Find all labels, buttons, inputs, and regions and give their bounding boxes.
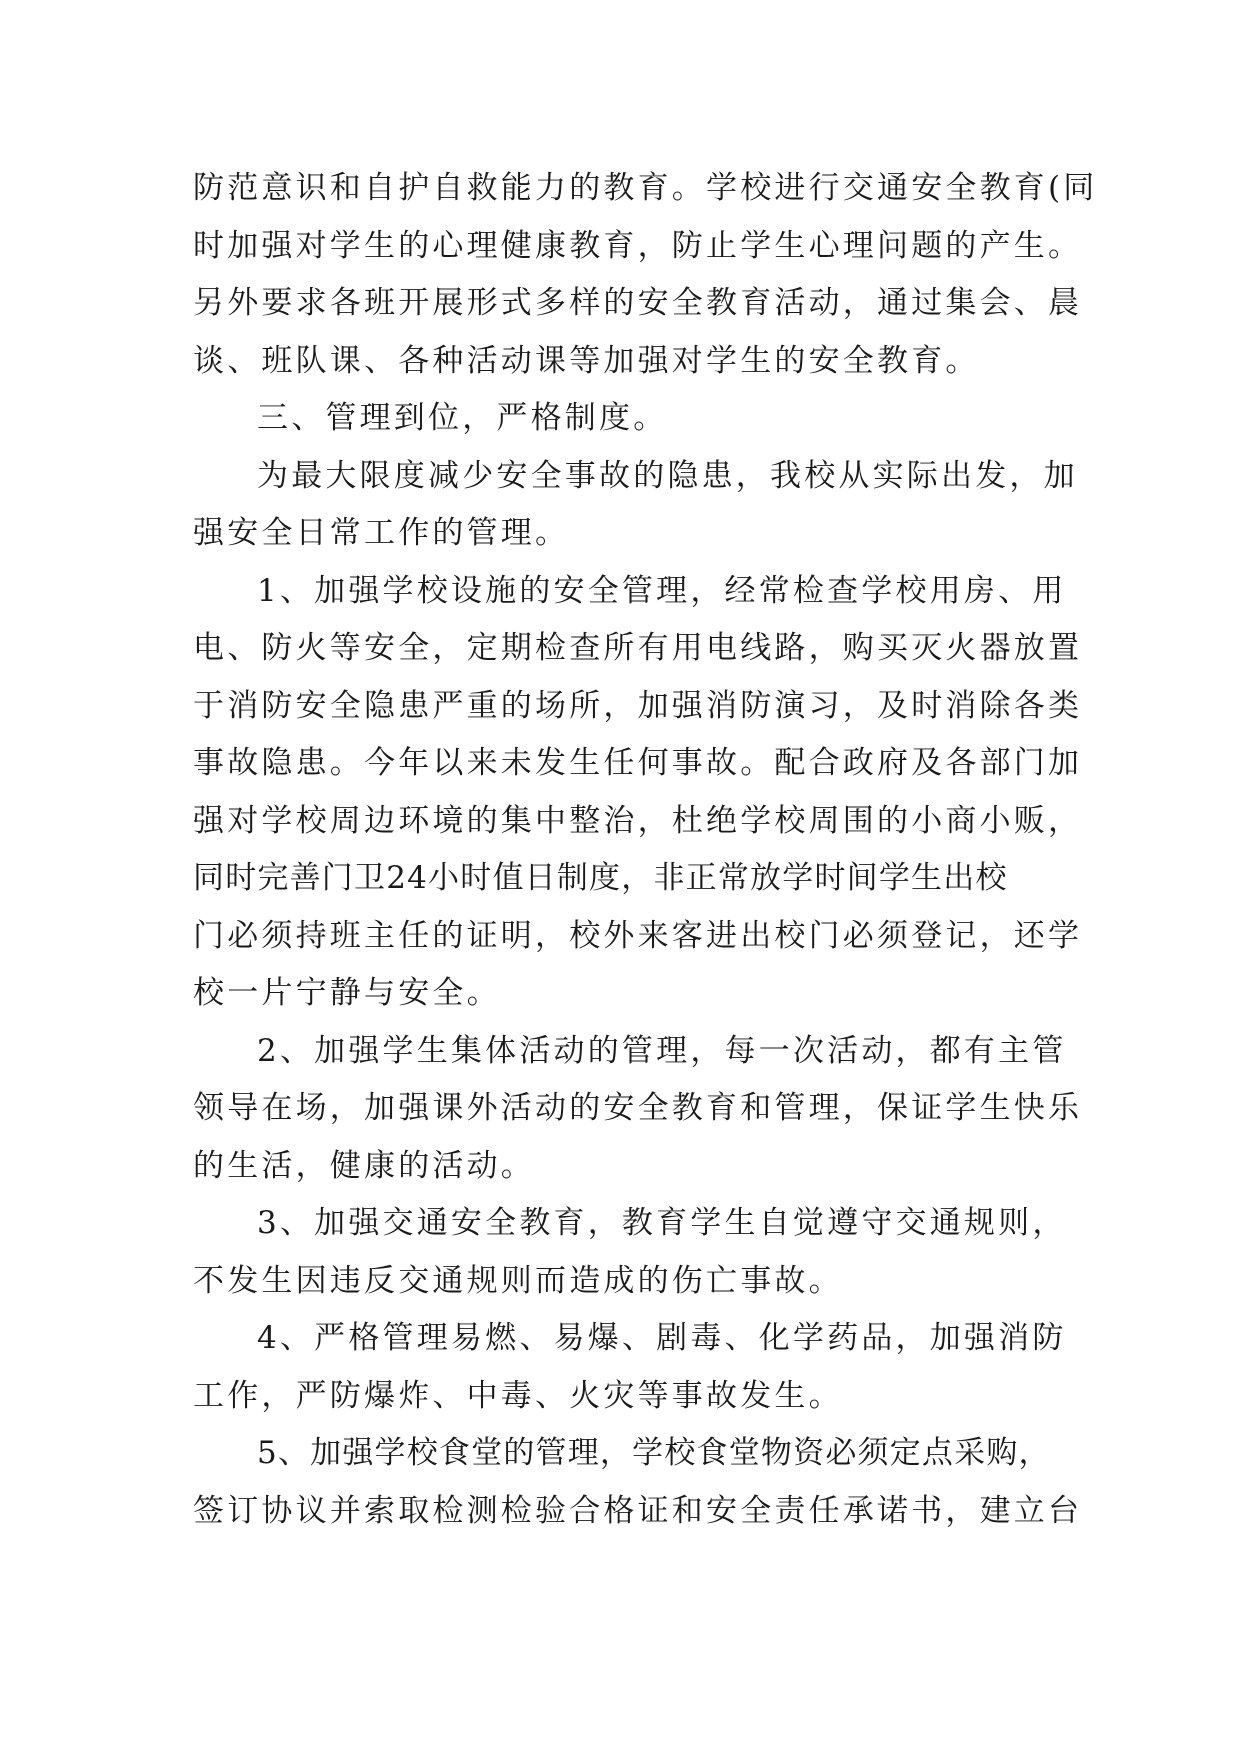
list-item-1: 1、加强学校设施的安全管理，经常检查学校用房、用: [257, 572, 1067, 609]
list-item-5: 5、加强学校食堂的管理，学校食堂物资必须定点采购，: [257, 1435, 1051, 1471]
text-line: 校一片宁静与安全。: [193, 975, 501, 1011]
text-line: 事故隐患。今年以来未发生任何事故。配合政府及各部门加: [193, 745, 1083, 781]
text-line: 签订协议并索取检测检验合格证和安全责任承诺书，建立台: [193, 1492, 1083, 1529]
section-heading: 三、管理到位，严格制度。: [257, 400, 668, 436]
text-line: 谈、班队课、各种活动课等加强对学生的安全教育。: [193, 342, 980, 379]
text-line: 强安全日常工作的管理。: [193, 515, 570, 551]
text-line: 强对学校周边环境的集中整治，杜绝学校周围的小商小贩，: [193, 802, 1083, 839]
list-item-4: 4、严格管理易燃、易爆、剧毒、化学药品，加强消防: [257, 1320, 1067, 1356]
text-line: 门必须持班主任的证明，校外来客进出校门必须登记，还学: [193, 917, 1083, 954]
document-body: [193, 160, 1098, 1540]
text-line: 时加强对学生的心理健康教育，防止学生心理问题的产生。: [193, 227, 1083, 264]
text-line: 同时完善门卫24小时值日制度，非正常放学时间学生出校: [193, 860, 1008, 896]
list-item-3: 3、加强交通安全教育，教育学生自觉遵守交通规则，: [257, 1205, 1067, 1241]
text-line: 为最大限度减少安全事故的隐患，我校从实际出发，加: [257, 457, 1078, 494]
text-line: 不发生因违反交通规则而造成的伤亡事故。: [193, 1262, 843, 1299]
text-line: 防范意识和自护自救能力的教育。学校进行交通安全教育(同: [193, 170, 1098, 206]
text-line: 于消防安全隐患严重的场所，加强消防演习，及时消除各类: [193, 687, 1083, 724]
text-line: 电、防火等安全，定期检查所有用电线路，购买灭火器放置: [193, 630, 1083, 666]
text-line: 领导在场，加强课外活动的安全教育和管理，保证学生快乐: [193, 1090, 1083, 1126]
text-line: 的生活，健康的活动。: [193, 1147, 535, 1184]
text-line: 工作，严防爆炸、中毒、火灾等事故发生。: [193, 1377, 843, 1414]
list-item-2: 2、加强学生集体活动的管理，每一次活动，都有主管: [257, 1032, 1067, 1069]
text-line: 另外要求各班开展形式多样的安全教育活动，通过集会、晨: [193, 285, 1083, 321]
